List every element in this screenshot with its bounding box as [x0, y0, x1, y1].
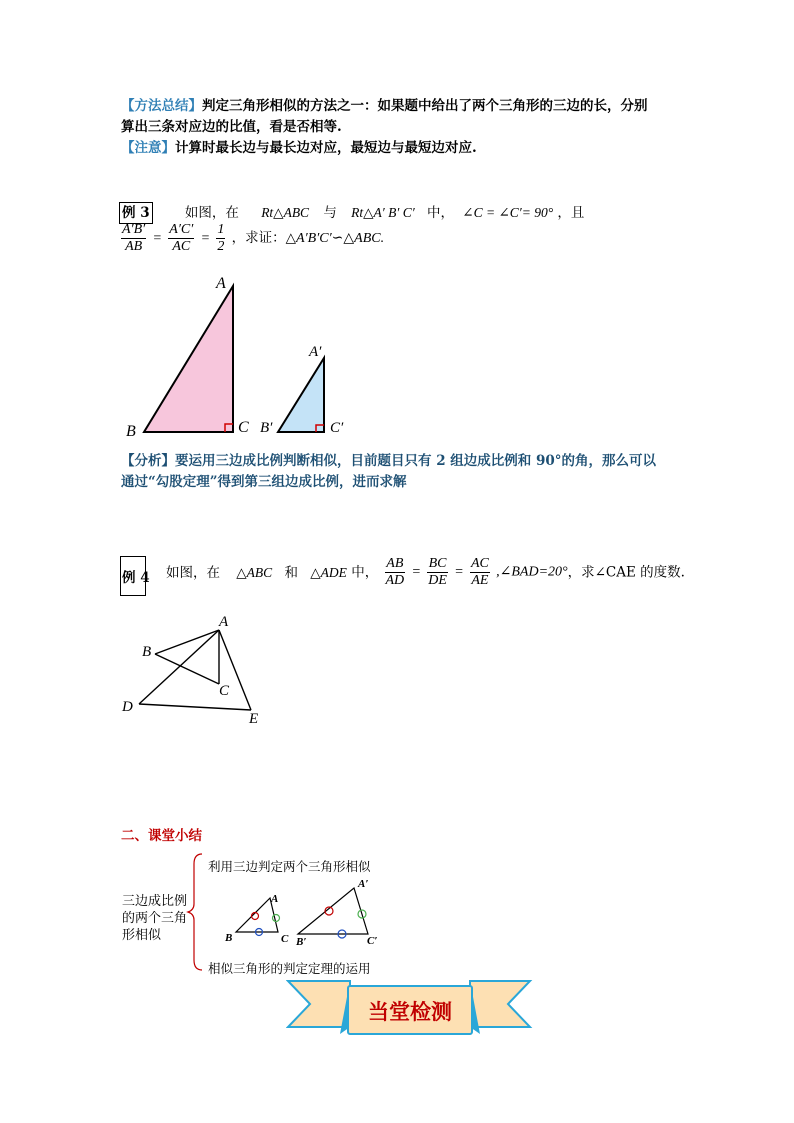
fig4-label-c: C [219, 683, 230, 699]
summary-mark-ac [273, 915, 280, 922]
example4-mid: 中， [351, 564, 379, 581]
summary-left-line1: 三边成比例 [122, 894, 188, 909]
ex4-frac3-num: AC [470, 556, 489, 571]
example4-t1: △ABC [236, 564, 273, 580]
example4-frac2 [427, 556, 448, 589]
triangle-a2b2c2 [278, 358, 324, 432]
label-b: B [126, 423, 136, 440]
summary-left-line2: 的两个三角 [122, 911, 188, 926]
fig4-label-d: D [122, 699, 133, 715]
example3-mid: 中， [426, 205, 454, 221]
analysis-text1: 要运用三边成比例判断相似，目前题目只有 2 组边成比例和 90°的角，那么可以 [175, 453, 657, 469]
frac2-num: A′C′ [169, 222, 194, 237]
segment-de [139, 704, 251, 710]
example3-label: 例 3 [119, 202, 153, 224]
eq2: = [200, 231, 211, 246]
banner-tail-right [470, 981, 530, 1027]
label-a: A [216, 275, 226, 292]
label-a2: A′ [309, 344, 322, 360]
analysis-tag: 【分析】 [121, 453, 175, 469]
analysis-line1 [121, 451, 656, 471]
ex4-frac2-den: DE [428, 573, 447, 588]
eq1: = [152, 231, 162, 246]
frac2-den: AC [172, 239, 191, 254]
example4-frac3 [470, 556, 490, 589]
example3-frac1 [121, 222, 146, 255]
summary-left-text [122, 893, 187, 944]
note-text: 计算时最长边与最长边对应，最短边与最短边对应. [175, 140, 477, 156]
example3-prove-math: A′B′C′∽△ABC. [296, 231, 385, 246]
note [121, 138, 477, 158]
frac1-den: AB [125, 239, 143, 254]
example3-line1 [119, 202, 584, 224]
example3-frac3 [216, 222, 225, 255]
fig4-label-b: B [142, 644, 152, 660]
example3-angle: ∠C = ∠C′= 90° [462, 205, 554, 220]
note-tag: 【注意】 [121, 140, 175, 156]
analysis-line2 [121, 472, 407, 492]
summary-bottom-text: 相似三角形的判定定理的运用 [208, 961, 371, 976]
ex4-frac1-den: AD [385, 573, 405, 588]
segment-ab [155, 630, 219, 654]
example3-line2 [119, 222, 384, 255]
frac1-num: A′B′ [122, 222, 146, 237]
banner-title: 当堂检测 [368, 1000, 452, 1024]
banner-tail-left [288, 981, 350, 1027]
ex4-eq2: = [454, 564, 464, 580]
example3-prove: ，求证：△ [231, 230, 297, 246]
summary-label-b: B [225, 932, 233, 944]
example3-figure [120, 270, 360, 445]
example4-text [166, 556, 685, 589]
label-b2: B′ [260, 420, 273, 436]
example3-rt1: Rt△ABC [261, 205, 310, 220]
label-c2: C′ [330, 420, 344, 436]
example3-intro: 如图，在 [184, 205, 239, 221]
example4-t2: △ADE [310, 564, 347, 580]
ex4-frac3-den: AE [471, 573, 489, 588]
label-c: C [238, 419, 249, 436]
example4-intro: 如图，在 [166, 564, 220, 581]
summary-left-line3: 形相似 [122, 928, 162, 943]
example3-and2: ，且 [557, 205, 585, 221]
frac3-den: 2 [217, 239, 225, 254]
example4-and: 和 [284, 564, 298, 581]
triangle-abc [144, 286, 233, 432]
summary-label-c2: C′ [367, 935, 378, 947]
example4-ask: ，求∠CAE 的度数. [567, 564, 685, 581]
method-line2: 算出三条对应边的比值，看是否相等. [121, 119, 342, 135]
fig4-label-e: E [249, 711, 259, 727]
summary-top-text: 利用三边判定两个三角形相似 [208, 859, 371, 874]
example4-label-box [120, 556, 150, 596]
ex4-frac2-num: BC [428, 556, 447, 571]
segment-ad [139, 630, 219, 704]
example3-frac2 [168, 222, 194, 255]
summary-brace [188, 854, 202, 970]
summary-label-a2: A′ [358, 878, 369, 890]
method-line1: 判定三角形相似的方法之一：如果题中给出了两个三角形的三边的长，分别 [202, 98, 648, 114]
example4-frac1 [385, 556, 406, 589]
example3-rt2: Rt△A′ B′ C′ [351, 205, 415, 220]
summary-label-a: A [271, 893, 279, 905]
example3-and: 与 [323, 205, 337, 221]
example4-figure [115, 612, 275, 730]
method-summary-cont [121, 117, 342, 137]
ex4-frac1-num: AB [386, 556, 404, 571]
example4-label: 例 4 [122, 570, 150, 586]
fig4-label-a: A [219, 614, 229, 630]
analysis-text2: 通过“勾股定理”得到第三组边成比例，进而求解 [121, 474, 407, 490]
ex4-eq1: = [411, 564, 421, 580]
summary-label-c: C [281, 933, 289, 945]
summary-heading: 二、课堂小结 [121, 828, 202, 844]
frac3-num: 1 [217, 222, 225, 237]
method-tag: 【方法总结】 [121, 98, 202, 114]
method-summary [121, 96, 648, 116]
example4-angle: ,∠BAD=20° [496, 564, 568, 580]
summary-label-b2: B′ [296, 936, 307, 948]
